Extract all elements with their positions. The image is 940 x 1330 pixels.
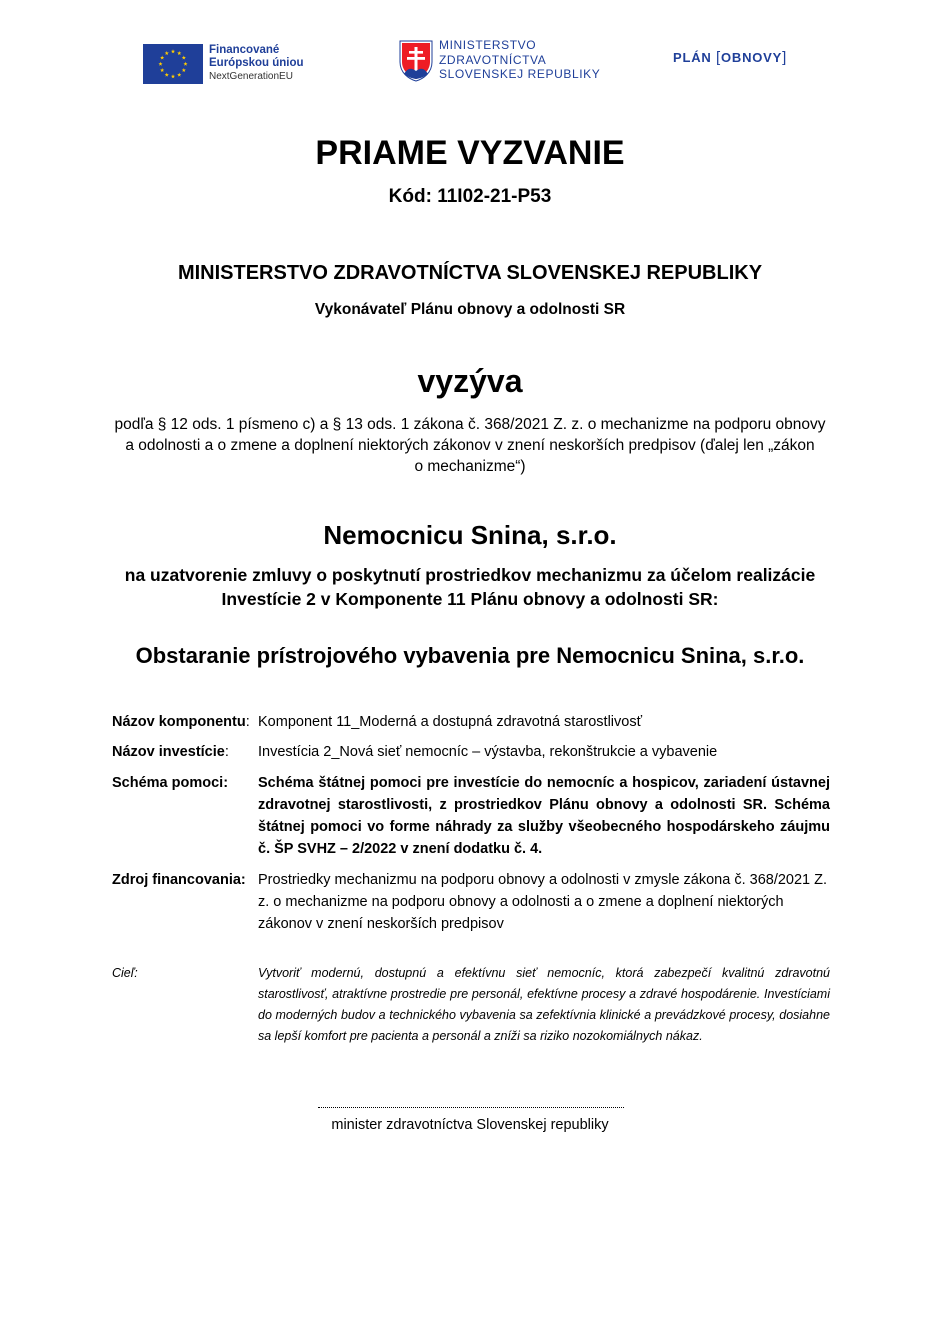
- ministry-logo-line3: SLOVENSKEJ REPUBLIKY: [439, 67, 601, 81]
- funding-label: Zdroj financovania:: [112, 872, 246, 888]
- component-colon: :: [245, 714, 250, 730]
- scheme-label: Schéma pomoci:: [112, 775, 229, 791]
- component-value: Komponent 11_Moderná a dostupná zdravotná starostlivosť: [258, 714, 643, 730]
- purpose-line: na uzatvorenie zmluvy o poskytnutí prostriedkov mechanizmu za účelom realizácie: [124, 565, 816, 585]
- purpose-statement: [0, 563, 940, 611]
- bracket-left-icon: [: [716, 49, 721, 66]
- document-code: Kód: 11I02-21-P53: [388, 186, 552, 207]
- legal-line: o mechanizme“): [414, 458, 526, 475]
- ministry-logo-line2: ZDRAVOTNÍCTVA: [439, 52, 547, 67]
- ministry-logo: [399, 38, 609, 88]
- eu-logo-line1: Financované: [209, 44, 280, 56]
- ministry-logo-line1: MINISTERSTVO: [439, 38, 537, 52]
- scheme-value: Schéma štátnej pomoci pre investície do nemocníc a hospicov, zariadení ústavnej zdravotnej starostlivosti, z prostriedkov Plánu obnovy a odolnosti SR. Schéma štátnej pomoci vo forme náhrady za služby všeobecného hospodárskeho záujmu č. ŠP SVHZ – 2/2022 v znení dodatku č. 4.: [258, 775, 830, 857]
- goal-label: Cieľ:: [112, 966, 138, 980]
- issuing-ministry: MINISTERSTVO ZDRAVOTNÍCTVA SLOVENSKEJ REPUBLIKY: [177, 262, 763, 284]
- component-label: Názov komponentu: [112, 714, 246, 730]
- investment-label: Názov investície: [112, 744, 225, 760]
- project-title: Obstaranie prístrojového vybavenia pre Nemocnicu Snina, s.r.o.: [135, 643, 805, 668]
- legal-line: a odolnosti a o zmene a doplnení niektorých zákonov v znení neskorších predpisov (ďalej len „zákon: [125, 437, 815, 454]
- eu-funding-logo: [143, 44, 323, 84]
- investment-colon: :: [224, 744, 229, 760]
- investment-value: Investícia 2_Nová sieť nemocníc – výstavba, rekonštrukcie a vybavenie: [258, 744, 718, 760]
- signatory-title: minister zdravotníctva Slovenskej republiky: [331, 1117, 609, 1133]
- legal-basis: [0, 414, 940, 477]
- purpose-line: Investície 2 v Komponente 11 Plánu obnovy a odolnosti SR:: [221, 589, 719, 609]
- plan-logo-word2: OBNOVY: [720, 50, 783, 65]
- document-title: PRIAME VYZVANIE: [315, 134, 625, 172]
- slovak-coat-of-arms-icon: [399, 40, 433, 82]
- call-verb: vyzýva: [417, 363, 523, 399]
- eu-flag-icon: [143, 44, 203, 84]
- bracket-right-icon: ]: [782, 49, 788, 66]
- legal-line: podľa § 12 ods. 1 písmeno c) a § 13 ods. 1 zákona č. 368/2021 Z. z. o mechanizme na podporu obnovy: [114, 416, 826, 433]
- signature-line: [318, 1097, 624, 1108]
- plan-logo-word1: PLÁN: [673, 50, 712, 65]
- recipient-name: Nemocnicu Snina, s.r.o.: [323, 520, 617, 550]
- executor-subtitle: Vykonávateľ Plánu obnovy a odolnosti SR: [314, 301, 626, 318]
- plan-obnovy-logo: [673, 49, 787, 66]
- eu-logo-line2: Európskou úniou: [209, 57, 304, 69]
- goal-value: Vytvoriť modernú, dostupnú a efektívnu sieť nemocníc, ktorá zabezpečí kvalitnú zdravotnú starostlivosť, atraktívne prostredie pre personál, efektívne procesy a zdravé hospodárenie. Investíciami do moderných budov a technického vybavenia sa zefektívnia klinické a prevádzkové procesy, dosiahne sa lepší komfort pre pacienta a personál a zníži sa riziko nozokomiálnych nákaz.: [258, 966, 830, 1043]
- funding-value: Prostriedky mechanizmu na podporu obnovy a odolnosti v zmysle zákona č. 368/2021 Z. z. o mechanizme na podporu obnovy a odolnosti a o zmene a doplnení niektorých zákonov v znení neskorších predpisov: [258, 872, 828, 932]
- eu-logo-line3: NextGenerationEU: [209, 71, 293, 82]
